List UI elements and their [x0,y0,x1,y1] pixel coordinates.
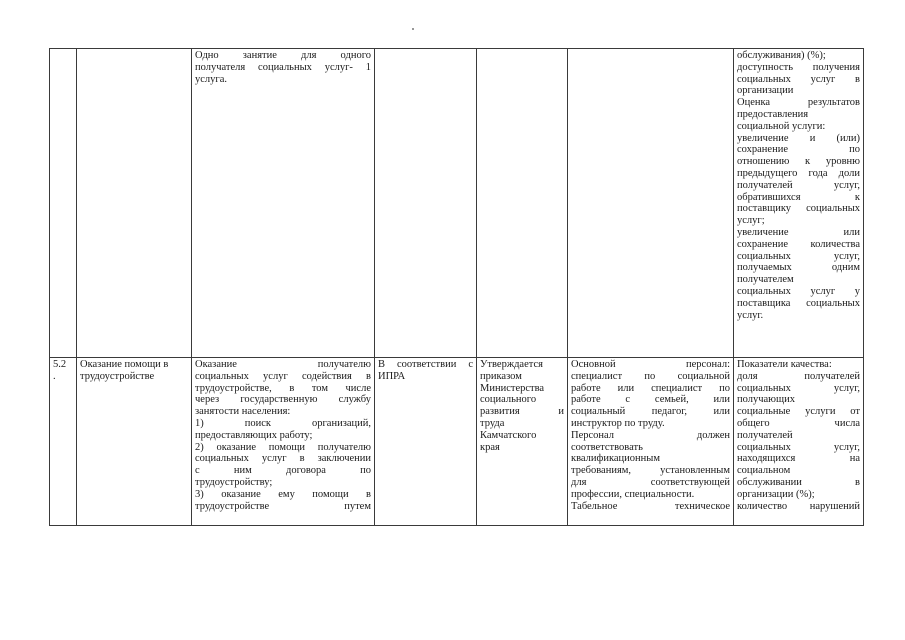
text-line: социальной услуги: [737,120,826,132]
text-line: занятости населения: [195,406,291,418]
conditions-cell [568,358,734,526]
text-line: количество нарушений [737,500,860,512]
scan-speck [412,28,414,30]
text-line: услуг. [737,309,764,321]
description-cell [192,49,375,358]
text-line: трудоустройстве, в том числе [195,382,371,394]
table-row [50,358,864,526]
text-line: квалификационным [571,453,660,465]
conditions-cell [568,49,734,358]
text-line: Оказание получателю [195,359,371,370]
text-line: специалист по социальной [571,370,730,382]
text-line: через государственную службу [195,394,371,406]
text-line: социальные услуги от [737,406,860,418]
text-line: 1) поиск организаций, [195,417,371,429]
text-line: общего числа [737,417,860,429]
text-line: 3) оказание ему помощи в [195,488,371,500]
services-table [49,48,864,526]
service-name-cell [77,358,192,526]
text-line: Персонал должен [571,429,730,441]
table-row [50,49,864,358]
text-line: социального [480,394,537,406]
text-line: доступность получения [737,61,860,73]
text-line: доля получателей [737,370,860,382]
deadline-cell [375,358,477,526]
text-line: Оценка результатов [737,97,860,109]
indicators-cell [734,358,864,526]
text-line: предыдущего года доли [737,167,860,179]
tariff-cell [477,49,568,358]
deadline-cell [375,49,477,358]
text-line: Утверждается [480,359,543,370]
row-number-cell [50,358,77,526]
text-line: трудоустройстве путем [195,500,371,512]
text-line: социальном [737,465,791,477]
text-line: увеличение и (или) [737,132,860,144]
text-line: социальных услуг в заключении [195,453,371,465]
text-line: трудоустройству; [195,476,273,488]
tariff-cell [477,358,568,526]
text-line: труда [480,417,505,429]
indicators-cell [734,49,864,358]
text-line: предоставления [737,108,809,120]
text-line: получателей услуг, [737,179,860,191]
text-line: края [480,441,500,453]
text-line: социальных услуг, [737,441,860,453]
text-line: социальных услуг содействия в [195,370,371,382]
text-line: организации [737,85,794,97]
text-line: социальный педагог, или [571,406,730,418]
text-line: социальных услуг в [737,73,860,85]
text-line: обратившихся к [737,191,860,203]
description-cell [192,358,375,526]
text-line: сохранение количества [737,238,860,250]
text-line: услуг; [737,215,765,227]
text-line: Показатели качества: [737,359,832,370]
text-line: Одно занятие для одного [195,50,371,61]
text-line: предоставляющих работу; [195,429,313,441]
text-line: поставщику социальных [737,203,860,215]
text-line: социальных услуг у [737,285,860,297]
text-line: получающих [737,394,795,406]
text-line: развития и [480,406,564,418]
text-line: социальных услуг, [737,250,860,262]
row-number-cell [50,49,77,358]
row-number: 5.2 . [53,359,67,382]
service-name-cell [77,49,192,358]
text-line: Министерства [480,382,545,394]
text-line: требованиям, установленным [571,465,730,477]
text-line: инструктор по труду. [571,417,665,429]
text-line: Табельное техническое [571,500,730,512]
text-line: 2) оказание помощи получателю [195,441,371,453]
service-name: Оказание помощи в трудоустройстве [80,359,169,382]
text-line: для соответствующей [571,476,730,488]
text-line: отношению к уровню [737,156,860,168]
text-line: получаемых одним [737,262,860,274]
text-line: работе или специалист по [571,382,730,394]
text-line: получателем [737,274,794,286]
text-line: работе с семьей, или [571,394,730,406]
text-line: соответствовать [571,441,643,453]
text-line: организации (%); [737,488,815,500]
text-line: получателей [737,429,793,441]
text-line: профессии, специальности. [571,488,695,500]
text-line: Камчатского [480,429,537,441]
text-line: сохранение по [737,144,860,156]
text-line: Основной персонал: [571,359,730,370]
text-line: увеличение или [737,226,860,238]
text-line: с ним договора по [195,465,371,477]
text-line: социальных услуг, [737,382,860,394]
text-line: получателя социальных услуг- 1 [195,61,371,73]
text-line: обслуживании в [737,476,860,488]
text-line: приказом [480,370,522,382]
text-line: услуга. [195,73,227,85]
text-line: находящихся на [737,453,860,465]
text-line: обслуживания) (%); [737,50,826,61]
deadline-text: В соответствии с ИПРА [378,359,473,382]
text-line: поставщика социальных [737,297,860,309]
